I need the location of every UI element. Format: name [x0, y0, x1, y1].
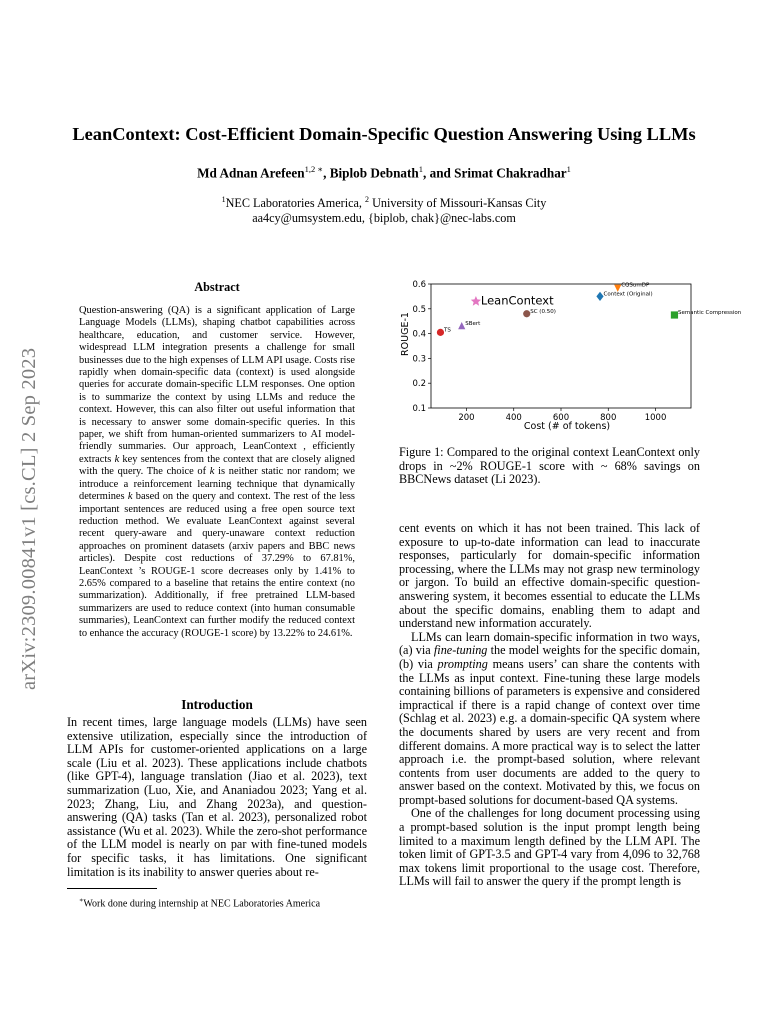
y-tick-label: 0.2: [412, 379, 426, 390]
point-label: SC (0.50): [530, 308, 556, 315]
affiliation-2: University of Missouri-Kansas City: [369, 196, 547, 211]
y-tick-label: 0.5: [412, 304, 426, 315]
paper-title: LeanContext: Cost-Efficient Domain-Specific Question Answering Using LLMs: [72, 124, 696, 144]
scatter-plot: [399, 275, 742, 435]
affil-mark-1: 1: [221, 195, 226, 204]
author-separator: ,: [323, 165, 330, 181]
author-1-affil: 1,2 ∗: [304, 164, 324, 174]
x-tick-label: 400: [505, 413, 522, 423]
right-column-body: [399, 522, 700, 889]
paragraph: [399, 631, 700, 808]
abstract-var-k: k: [127, 491, 133, 503]
point-label: Semantic Compression: [677, 310, 742, 316]
footnote-mark: ∗: [79, 897, 84, 904]
author-list: [0, 164, 768, 181]
data-point: [471, 296, 481, 306]
paragraph-text: LLMs can learn domain-specific information in two ways, (a) via: [399, 629, 700, 658]
author-1: Md Adnan Arefeen: [197, 165, 305, 181]
abstract-heading: Abstract: [194, 280, 240, 294]
point-label: CQSumDP: [621, 282, 650, 289]
x-tick-label: 1000: [644, 413, 667, 423]
affiliation-line: [0, 192, 768, 211]
y-tick-label: 0.3: [412, 354, 426, 365]
paragraph-text: the model weights for the specific domain, (b) via: [399, 643, 700, 671]
x-tick-label: 600: [552, 413, 570, 423]
paragraph: cent events on which it has not been trained. This lack of exposure to up-to-date information can lead to inaccurate responses, particularly for domain-specific information processing, where the LLMs may not grasp new terminology or jargon. To build an effective domain-specific question-answering system, it becomes essential to educate the LLMs about the specific domains, enabling them to adapt and understand new information accurately.: [399, 521, 700, 631]
abstract-var-k: k: [209, 466, 215, 478]
point-label: Context (Original): [603, 291, 653, 298]
footnote-rule: [67, 888, 157, 889]
author-emails: aa4cy@umsystem.edu, {biplob, chak}@nec-labs.com: [252, 211, 516, 226]
author-2: Biplob Debnath: [329, 165, 419, 181]
introduction-heading: Introduction: [181, 697, 253, 712]
introduction-body: [67, 716, 367, 879]
arxiv-identifier: arXiv:2309.00841v1 [cs.CL] 2 Sep 2023: [18, 347, 40, 690]
author-separator: , and: [423, 165, 455, 181]
paragraph: One of the challenges for long document processing using a prompt-based solution is the input prompt length being limited to a maximum length defined by the LLM API. The token limit of GPT-3.5 and GPT-4 vary from 4,096 to 32,768 max tokens limit proportional to the usage cost. Therefore, LLMs will fail to answer the query if the prompt length is: [399, 806, 700, 889]
abstract-text: Question-answering (QA) is a significant application of Large Language Models (LLMs), shaping chatbot capabilities across healthcare, education, and customer service. However, widespread LLM integration presents a challenge for small businesses due to the high expenses of LLM API usage. Costs rise rapidly when domain-specific data (context) is used alongside queries for accurate domain-specific LLM responses. One option is to summarize the context by using LLMs and reduce the context. However, this can also filter out useful information that is necessary to answer some domain-specific queries. In this paper, we shift from human-oriented summarizers to AI model-friendly summaries. Our approach, LeanContext , efficiently extracts: [79, 305, 355, 465]
affiliation-1: NEC Laboratories America,: [225, 196, 366, 211]
point-label: TS: [443, 327, 451, 334]
y-tick-label: 0.4: [412, 329, 426, 340]
figure-1-caption: Figure 1: Compared to the original context LeanContext only drops in ~2% ROUGE-1 score with ~ 68% savings on BBCNews dataset (Li 2023).: [399, 445, 700, 487]
y-tick-label: 0.6: [412, 280, 426, 290]
plot-frame: [431, 284, 691, 408]
y-axis-label: ROUGE-1: [400, 312, 411, 356]
point-label: LeanContext: [480, 293, 554, 308]
affiliations: [0, 192, 768, 226]
footnote: [79, 896, 369, 909]
author-3: Srimat Chakradhar: [454, 165, 567, 181]
paragraph-text: means users’ can share the contents with the LLMs as input context. Fine-tuning these large models containing billions of parameters is expensive and considered impractical if there is a rapid change of context over time (Schlag et al. 2023) e.g. a domain-specific QA system where the documents shared by users are very recent and from different domains. A more practical way is to select the latter approach i.e. the prompt-based solution, where relevant contents from user documents are added to the query to answer based on the context. Motivated by this, we focus on prompt-based solutions for document-based QA systems.: [399, 656, 700, 807]
author-2-affil: 1: [418, 164, 424, 174]
y-ticks: [412, 280, 431, 414]
data-points: [437, 283, 742, 336]
point-label: SBert: [465, 321, 481, 328]
abstract-text: is neither static nor random; we introduce a reinforcement learning technique that dynamically determines: [79, 466, 355, 503]
figure-1-chart: [399, 275, 742, 435]
x-axis-label: Cost (# of tokens): [523, 421, 611, 432]
abstract-text: key sentences from the context that are closely aligned with the query. The choice of: [79, 453, 356, 478]
abstract-var-k: k: [114, 453, 120, 465]
author-3-affil: 1: [566, 164, 571, 174]
y-tick-label: 0.1: [412, 404, 426, 414]
intro-paragraph: In recent times, large language models (LLMs) have seen extensive utilization, especially since the introduction of LLM APIs for customer-oriented applications on a large scale (Liu et al. 2023). These applications include chatbots (like GPT-4), language translation (Jiao et al. 2023), text summarization (Luo, Xie, and Ananiadou 2023; Yang et al. 2023; Zhang, Liu, and Zhang 2023a), and question-answering (QA) tasks (Tan et al. 2023), personalized robot assistance (Wu et al. 2023). While the zero-shot performance of the LLM model is nearly on par with fine-tuned models for specific tasks, it has limitations. One significant limitation is its inability to answer queries about re-: [67, 715, 367, 879]
abstract-body: [79, 305, 355, 640]
x-tick-label: 200: [458, 413, 475, 423]
emphasis-fine-tuning: fine-tuning: [433, 643, 488, 658]
abstract-text: based on the query and context. The rest of the less important sentences are reduced using a free open source text reduction method. We evaluate LeanContext against several recent query-aware and query-unaware context reduction approaches on prominent datasets (arxiv papers and BBC news articles). Despite cost reductions of 37.29% to 67.81%, LeanContext ’s ROUGE-1 score decreases only by 1.41% to 2.65% compared to a baseline that retains the entire context (no summarization). Additionally, if free pretrained LLM-based summarizers are used to reduce context (into human consumable summaries), LeanContext can further modify the reduced context to enhance the accuracy (ROUGE-1 score) by 13.22% to 24.61%.: [79, 491, 355, 639]
affil-mark-2: 2: [365, 195, 370, 204]
chart-axes: [431, 284, 691, 408]
emphasis-prompting: prompting: [437, 656, 488, 671]
x-tick-label: 800: [600, 413, 617, 423]
footnote-text: Work done during internship at NEC Laboratories America: [83, 898, 321, 910]
